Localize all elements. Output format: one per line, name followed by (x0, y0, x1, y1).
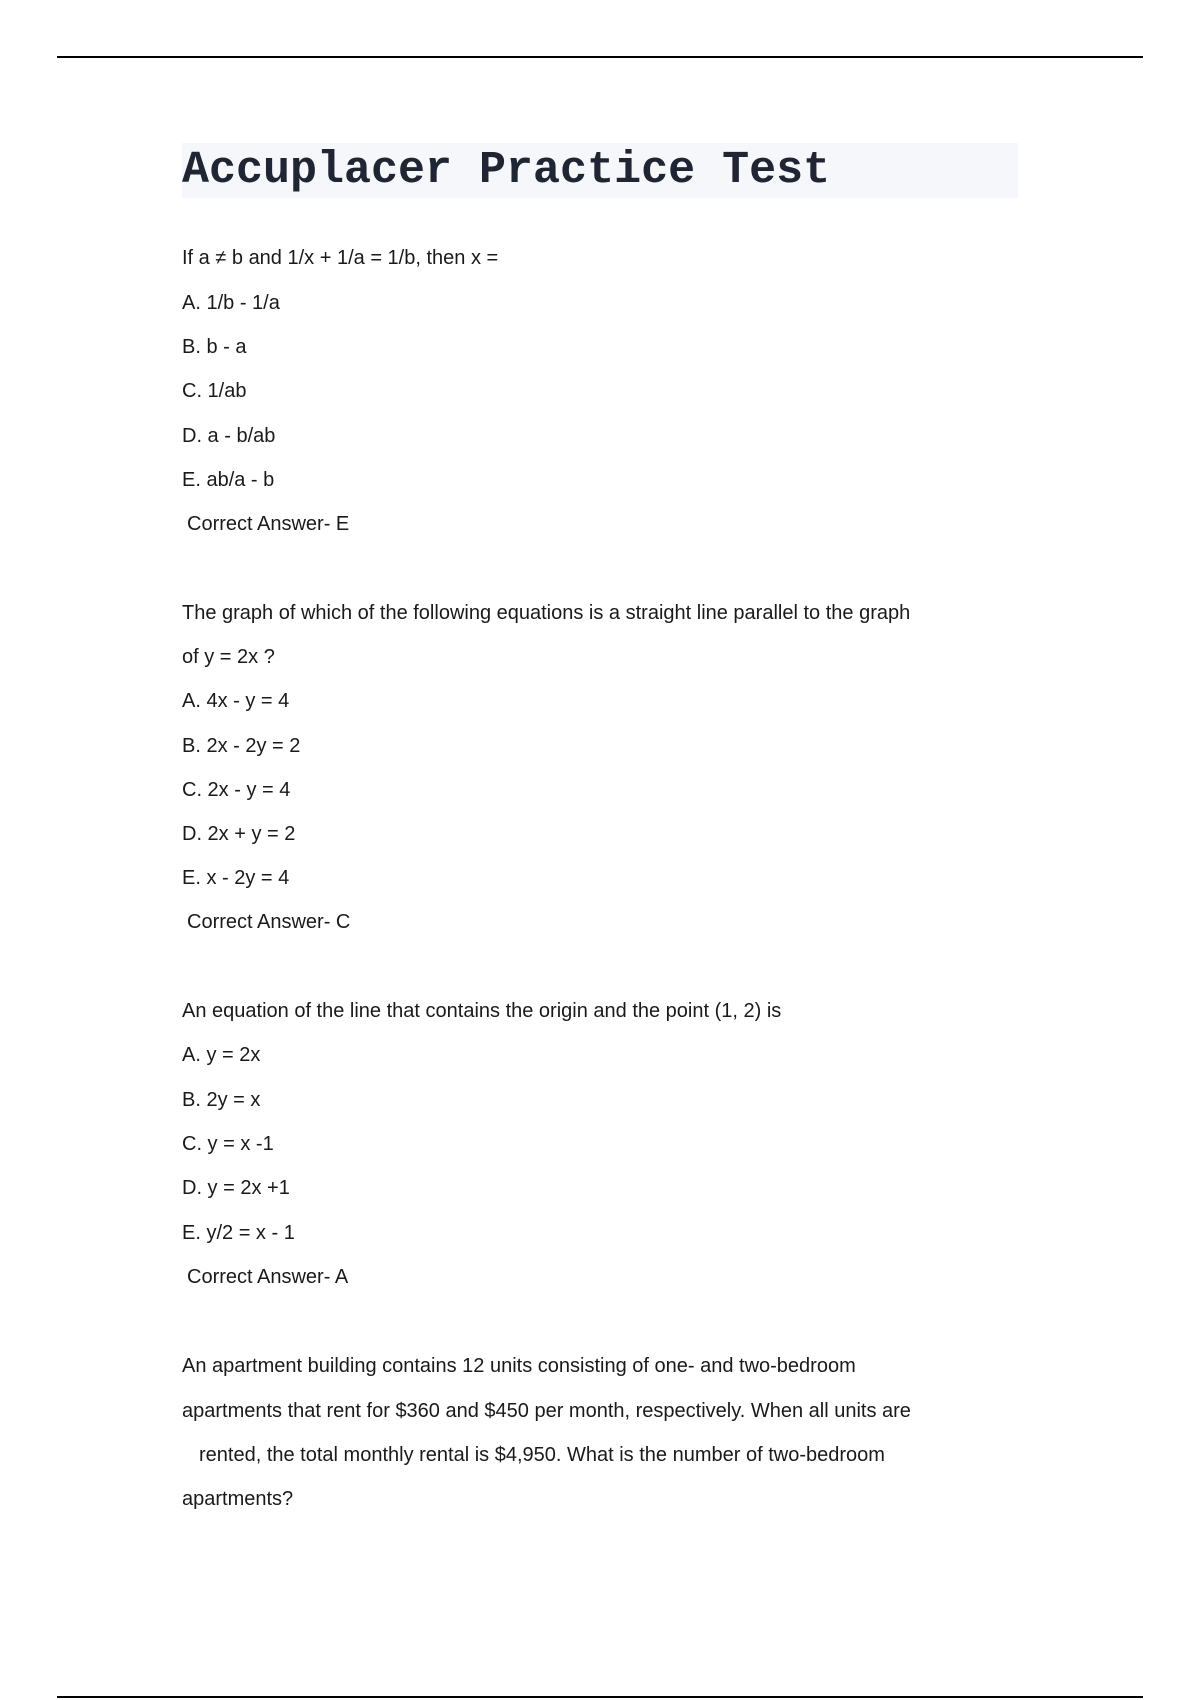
question-3-option-d: D. y = 2x +1 (182, 1177, 290, 1199)
question-2-option-c: C. 2x - y = 4 (182, 779, 291, 801)
question-2-option-d: D. 2x + y = 2 (182, 823, 296, 845)
question-3-option-a: A. y = 2x (182, 1044, 261, 1066)
question-2-option-e: E. x - 2y = 4 (182, 867, 290, 889)
question-3-answer: Correct Answer- A (187, 1266, 349, 1288)
question-2-stem-line-2: of y = 2x ? (182, 646, 275, 668)
question-1-stem: If a ≠ b and 1/x + 1/a = 1/b, then x = (182, 247, 499, 269)
question-1-option-c: C. 1/ab (182, 380, 247, 402)
question-3-option-c: C. y = x -1 (182, 1133, 274, 1155)
question-1-answer: Correct Answer- E (187, 513, 350, 535)
question-4-stem-line-1: An apartment building contains 12 units consisting of one- and two-bedroom (182, 1355, 856, 1377)
question-1-option-b: B. b - a (182, 336, 247, 358)
question-3-option-e: E. y/2 = x - 1 (182, 1222, 295, 1244)
question-1-option-a: A. 1/b - 1/a (182, 292, 280, 314)
page-title: Accuplacer Practice Test (182, 145, 831, 196)
question-2-option-a: A. 4x - y = 4 (182, 690, 290, 712)
question-2-answer: Correct Answer- C (187, 911, 351, 933)
question-2-stem-line-1: The graph of which of the following equations is a straight line parallel to the graph (182, 602, 911, 624)
question-4-stem-line-2: apartments that rent for $360 and $450 per month, respectively. When all units are (182, 1400, 911, 1422)
question-1-option-d: D. a - b/ab (182, 425, 276, 447)
top-rule (57, 56, 1143, 58)
bottom-rule (57, 1696, 1143, 1698)
question-3-option-b: B. 2y = x (182, 1089, 261, 1111)
question-3-stem: An equation of the line that contains the origin and the point (1, 2) is (182, 1000, 782, 1022)
question-2-option-b: B. 2x - 2y = 2 (182, 735, 301, 757)
question-4-stem-line-4: apartments? (182, 1488, 294, 1510)
question-1-option-e: E. ab/a - b (182, 469, 275, 491)
question-4-stem-line-3: rented, the total monthly rental is $4,950. What is the number of two-bedroom (199, 1444, 885, 1466)
